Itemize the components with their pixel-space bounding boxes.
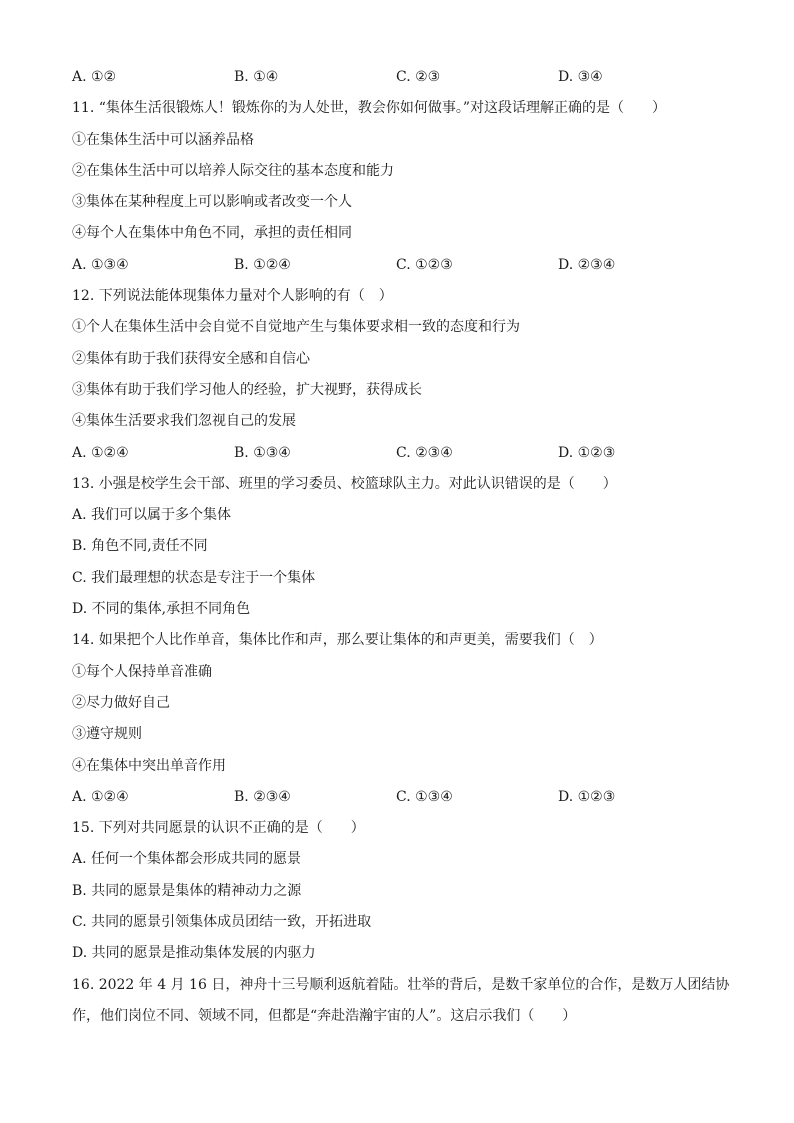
q13-choice-a: A. 我们可以属于多个集体 (72, 507, 232, 524)
q12-option-a: A. ①②④ (72, 444, 129, 461)
q10-option-d: D. ③④ (558, 69, 603, 85)
q11-option-c: C. ①②③ (396, 256, 453, 273)
q14-statement-1: ①每个人保持单音准确 (72, 663, 212, 680)
q11-option-d: D. ②③④ (558, 256, 616, 273)
q16-stem-line-2: 作，他们岗位不同、领域不同，但都是“奔赴浩瀚宇宙的人”。这启示我们（ ） (72, 1007, 577, 1024)
q13-stem: 13. 小强是校学生会干部、班里的学习委员、校篮球队主力。对此认识错误的是（ ） (72, 475, 617, 492)
q14-stem: 14. 如果把个人比作单音，集体比作和声，那么要让集体的和声更美，需要我们（ ） (72, 632, 603, 649)
q14-option-d: D. ①②③ (558, 788, 616, 805)
q15-choice-a: A. 任何一个集体都会形成共同的愿景 (72, 851, 302, 868)
q11-options (72, 250, 732, 281)
q11-statement-4: ④每个人在集体中角色不同，承担的责任相同 (72, 225, 352, 242)
q15-choice-b: B. 共同的愿景是集体的精神动力之源 (72, 882, 302, 899)
q12-option-b: B. ①③④ (234, 444, 291, 461)
q12-statement-4: ④集体生活要求我们忽视自己的发展 (72, 413, 296, 430)
q10-option-c: C. ②③ (396, 69, 441, 85)
q14-option-a: A. ①②④ (72, 788, 129, 805)
q12-statement-1: ①个人在集体生活中会自觉不自觉地产生与集体要求相一致的态度和行为 (72, 319, 520, 336)
q12-option-c: C. ②③④ (396, 444, 453, 461)
q11-statement-2: ②在集体生活中可以培养人际交往的基本态度和能力 (72, 162, 394, 179)
q11-option-b: B. ①②④ (234, 256, 291, 273)
q15-choice-d: D. 共同的愿景是推动集体发展的内驱力 (72, 945, 316, 962)
q11-stem: 11. “集体生活很锻炼人！锻炼你的为人处世，教会你如何做事。”对这段话理解正确的是（ ） (72, 100, 667, 117)
q10-options (72, 62, 732, 93)
q12-statement-2: ②集体有助于我们获得安全感和自信心 (72, 350, 310, 367)
q15-stem: 15. 下列对共同愿景的认识不正确的是（ ） (72, 820, 365, 837)
q13-choice-d: D. 不同的集体,承担不同角色 (72, 601, 251, 618)
q14-option-b: B. ②③④ (234, 788, 291, 805)
q12-stem: 12. 下列说法能体现集体力量对个人影响的有（ ） (72, 288, 393, 305)
q13-choice-b: B. 角色不同,责任不同 (72, 538, 208, 555)
q16-stem-line-1: 16. 2022 年 4 月 16 日，神舟十三号顺利返航着陆。壮举的背后，是数千家单位的合作，是数万人团结协 (72, 976, 730, 993)
q14-statement-3: ③遵守规则 (72, 726, 142, 743)
q14-options (72, 782, 732, 813)
q11-statement-1: ①在集体生活中可以涵养品格 (72, 131, 254, 148)
q12-options (72, 438, 732, 469)
q14-statement-4: ④在集体中突出单音作用 (72, 757, 226, 774)
q14-statement-2: ②尽力做好自己 (72, 694, 170, 711)
exam-page (72, 62, 732, 1032)
q12-statement-3: ③集体有助于我们学习他人的经验，扩大视野，获得成长 (72, 381, 422, 398)
q11-option-a: A. ①③④ (72, 256, 129, 273)
q12-option-d: D. ①②③ (558, 444, 616, 461)
q13-choice-c: C. 我们最理想的状态是专注于一个集体 (72, 569, 316, 586)
q11-statement-3: ③集体在某种程度上可以影响或者改变一个人 (72, 194, 352, 211)
q10-option-b: B. ①④ (234, 69, 279, 85)
q15-choice-c: C. 共同的愿景引领集体成员团结一致，开拓进取 (72, 914, 372, 931)
q14-option-c: C. ①③④ (396, 788, 453, 805)
q10-option-a: A. ①② (72, 69, 117, 85)
